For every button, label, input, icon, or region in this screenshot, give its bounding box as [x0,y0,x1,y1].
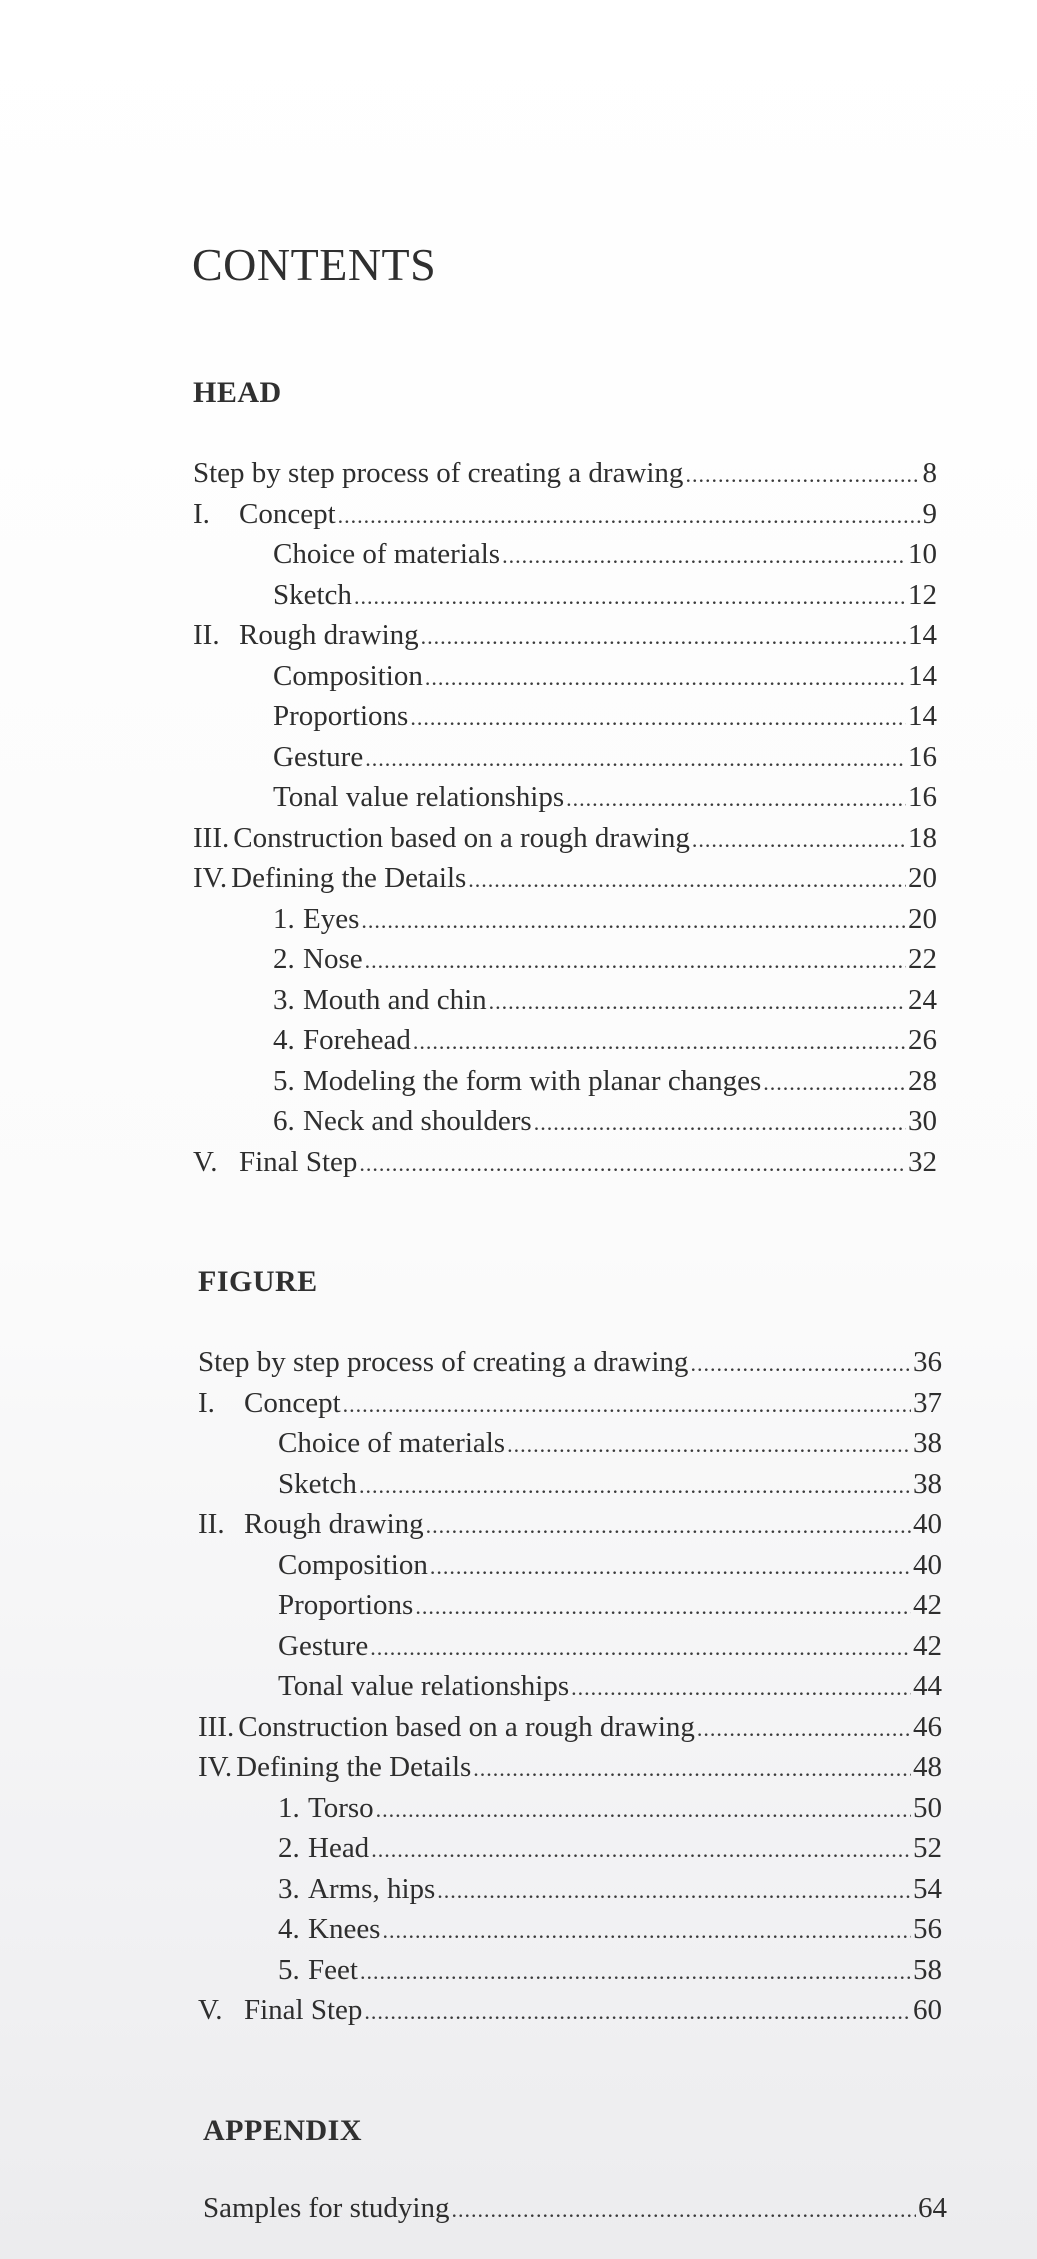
toc-entry-label: Defining the Details [236,1751,472,1783]
toc-entry-number: III. [193,821,230,854]
toc-entry-number: 3. [273,983,295,1016]
toc-entry-page-number: 56 [913,1913,942,1945]
dot-leader [507,1425,911,1466]
toc-entry-page-number: 44 [913,1670,942,1702]
section-heading-appendix: APPENDIX [203,2114,362,2147]
toc-entry-page-number: 9 [922,497,937,530]
toc-entry-label: Sketch [273,578,352,611]
dot-leader [426,1506,911,1547]
toc-entry-page-number: 14 [908,619,937,651]
dot-leader [370,1628,911,1669]
toc-entry-label: Rough drawing [244,1508,424,1540]
toc-entry-number: III. [198,1710,235,1743]
toc-entry-page-number: 24 [908,983,937,1016]
toc-entry-page-number: 42 [913,1629,942,1662]
toc-entry [193,534,937,575]
toc-entry [198,1585,942,1626]
toc-entry-label: Construction based on a rough drawing [238,1710,695,1743]
toc-entry-number: I. [193,497,210,530]
dot-leader [410,698,906,739]
toc-entry-label: Step by step process of creating a drawing [193,457,684,489]
toc-entry [193,777,937,818]
toc-entry-page-number: 64 [918,2192,947,2224]
dot-leader [489,982,906,1023]
toc-entry [198,1504,942,1545]
toc-entry-label: Modeling the form with planar changes [303,1064,762,1097]
dot-leader [343,1385,911,1426]
toc-entry-number: I. [198,1386,215,1419]
toc-entry-label: Choice of materials [278,1427,506,1459]
toc-entry-number: 5. [278,1953,300,1986]
toc-entry-label: Mouth and chin [303,983,487,1016]
toc-entry-label: Concept [239,497,336,530]
dot-leader [566,779,906,820]
toc-entry-label: Composition [273,659,423,692]
toc-entry [193,1061,937,1102]
dot-leader [697,1709,911,1750]
toc-entry-number: IV. [193,862,228,894]
dot-leader [502,536,906,577]
toc-entry-label: Knees [308,1913,381,1945]
dot-leader [534,1103,906,1144]
dot-leader [365,739,906,780]
toc-entry-number: 4. [273,1024,295,1056]
toc-entry-page-number: 58 [913,1953,942,1986]
toc-entry-label: Head [308,1832,370,1864]
dot-leader [685,455,920,496]
toc-entry-label: Concept [244,1386,341,1419]
dot-leader [571,1668,911,1709]
toc-entry-page-number: 22 [908,943,937,975]
toc-entry-page-number: 50 [913,1791,942,1824]
dot-leader [376,1790,911,1831]
dot-leader [692,820,906,861]
toc-entry-label: Gesture [273,740,364,773]
toc-entry-label: Gesture [278,1629,369,1662]
toc-entry-number: II. [193,619,220,651]
toc-entry-page-number: 12 [908,578,937,611]
toc-entry [193,575,937,616]
toc-entry [193,939,937,980]
toc-entry-page-number: 16 [908,781,937,813]
dot-leader [763,1063,906,1104]
dot-leader [365,941,906,982]
dot-leader [468,860,906,901]
toc-entry-number: 2. [273,943,295,975]
section-heading-head: HEAD [193,376,282,409]
dot-leader [413,1022,906,1063]
toc-entry-label: Proportions [273,700,409,732]
dot-leader [359,1466,911,1507]
toc-entry-page-number: 48 [913,1751,942,1783]
toc-entry-number: 3. [278,1872,300,1905]
toc-entry [198,1545,942,1586]
toc-entry-page-number: 54 [913,1872,942,1905]
toc-entry-label: Defining the Details [231,862,467,894]
toc-entry-label: Feet [308,1953,358,1986]
toc-entry-page-number: 42 [913,1589,942,1621]
toc-entry-page-number: 14 [908,659,937,692]
toc-entry-label: Composition [278,1548,428,1581]
dot-leader [371,1830,911,1871]
toc-entry-label: Choice of materials [273,538,501,570]
toc-entry [193,494,937,535]
toc-entry [193,818,937,859]
toc-entry-label: Tonal value relationships [273,781,565,813]
toc-list-head [193,453,937,1182]
toc-entry [198,1342,942,1383]
dot-leader [382,1911,911,1952]
toc-entry-number: 1. [273,902,295,935]
toc-entry-page-number: 14 [908,700,937,732]
toc-entry [193,899,937,940]
toc-entry-page-number: 20 [908,862,937,894]
page-title: CONTENTS [192,239,437,290]
toc-entry-label: Sketch [278,1467,357,1500]
toc-entry [198,1747,942,1788]
dot-leader [430,1547,911,1588]
toc-entry-page-number: 28 [908,1064,937,1097]
toc-entry-number: 4. [278,1913,300,1945]
toc-entry [193,1142,937,1183]
dot-leader [360,1952,911,1993]
dot-leader [338,496,921,537]
toc-entry-label: Step by step process of creating a drawing [198,1346,689,1378]
toc-entry-number: IV. [198,1751,233,1783]
toc-entry-label: Tonal value relationships [278,1670,570,1702]
toc-entry [193,615,937,656]
dot-leader [473,1749,911,1790]
toc-entry [193,453,937,494]
toc-entry-page-number: 38 [913,1427,942,1459]
toc-entry-page-number: 16 [908,740,937,773]
toc-entry [198,1626,942,1667]
section-heading-figure: FIGURE [198,1265,318,1298]
toc-entry [198,1990,942,2031]
toc-entry [193,1101,937,1142]
toc-entry-number: 1. [278,1791,300,1824]
toc-entry-page-number: 26 [908,1024,937,1056]
toc-entry-page-number: 60 [913,1994,942,2026]
toc-list-figure [198,1342,942,2031]
dot-leader [690,1344,911,1385]
toc-entry-label: Eyes [303,902,360,935]
dot-leader [354,577,906,618]
toc-entry [193,980,937,1021]
dot-leader [425,658,906,699]
toc-entry-page-number: 30 [908,1105,937,1137]
toc-entry-label: Torso [308,1791,374,1824]
toc-entry-label: Nose [303,943,363,975]
toc-entry-label: Rough drawing [239,619,419,651]
toc-entry [193,737,937,778]
toc-entry [193,696,937,737]
toc-entry-label: Samples for studying [203,2192,450,2224]
toc-entry [198,1788,942,1829]
toc-entry [198,1828,942,1869]
toc-entry [193,858,937,899]
dot-leader [452,2190,917,2231]
toc-entry [198,1707,942,1748]
toc-entry-label: Final Step [244,1994,363,2026]
toc-entry-page-number: 46 [913,1710,942,1743]
toc-entry-number: 2. [278,1832,300,1864]
toc-entry-label: Forehead [303,1024,411,1056]
dot-leader [359,1144,906,1185]
toc-entry-page-number: 20 [908,902,937,935]
toc-entry [198,1909,942,1950]
toc-entry-number: V. [193,1145,218,1178]
toc-entry-number: V. [198,1994,223,2026]
toc-entry-page-number: 38 [913,1467,942,1500]
toc-entry-label: Construction based on a rough drawing [233,821,690,854]
toc-entry [198,1666,942,1707]
toc-entry-number: 5. [273,1064,295,1097]
toc-entry-page-number: 52 [913,1832,942,1864]
toc-list-appendix [203,2188,947,2229]
toc-entry-number: 6. [273,1105,295,1137]
toc-entry-page-number: 37 [913,1386,942,1419]
dot-leader [361,901,906,942]
toc-entry-page-number: 18 [908,821,937,854]
toc-entry [193,1020,937,1061]
toc-entry [203,2188,947,2229]
dot-leader [415,1587,911,1628]
toc-entry [198,1950,942,1991]
dot-leader [421,617,906,658]
toc-entry [193,656,937,697]
toc-entry [198,1383,942,1424]
toc-entry [198,1423,942,1464]
toc-entry-page-number: 36 [913,1346,942,1378]
toc-entry-page-number: 10 [908,538,937,570]
toc-entry-page-number: 8 [922,457,937,489]
toc-entry-label: Neck and shoulders [303,1105,532,1137]
toc-entry-label: Final Step [239,1145,358,1178]
toc-entry-number: II. [198,1508,225,1540]
toc-entry-label: Arms, hips [308,1872,436,1905]
toc-entry-page-number: 32 [908,1145,937,1178]
toc-entry-page-number: 40 [913,1548,942,1581]
toc-entry-label: Proportions [278,1589,414,1621]
toc-entry [198,1464,942,1505]
toc-entry [198,1869,942,1910]
dot-leader [364,1992,911,2033]
toc-entry-page-number: 40 [913,1508,942,1540]
dot-leader [437,1871,911,1912]
